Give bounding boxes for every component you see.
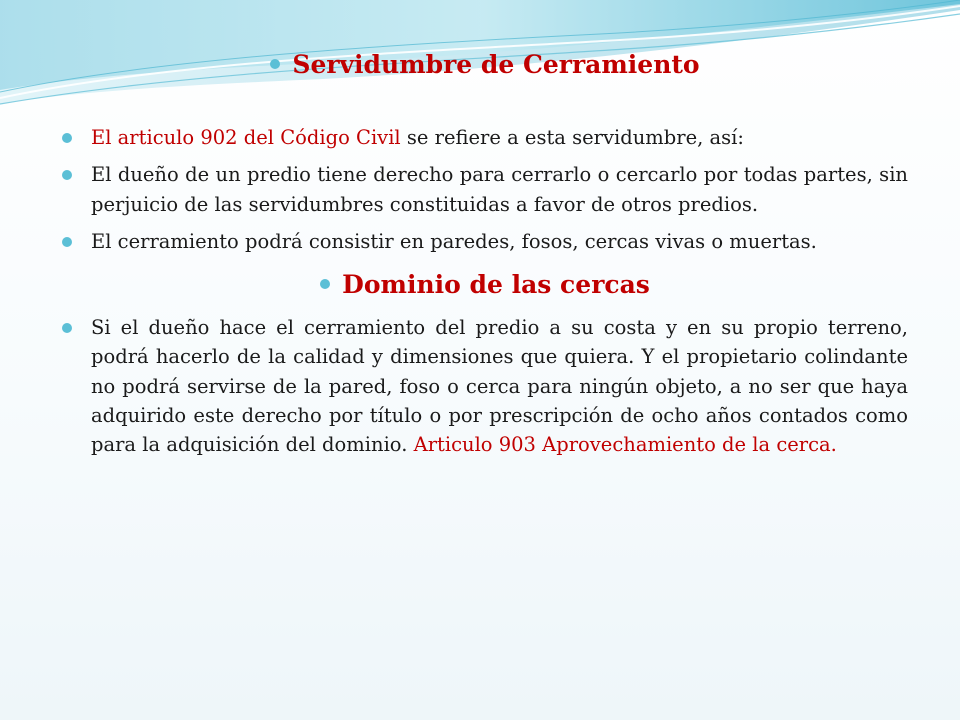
item-text: Si el dueño hace el cerramiento del predio a su costa y en su propio terreno, podrá hacerlo de la calidad y dimensiones que quiera. Y el propietario colindante no podrá servirse de la pared, foso o cerca para ningún objeto, a no ser que haya adquirido este derecho por título o por prescripción de ocho años contados como para la adquisición del dominio. bbox=[91, 316, 908, 456]
bullet-list-1 bbox=[62, 123, 908, 256]
heading-dominio bbox=[62, 270, 908, 299]
slide-content bbox=[62, 42, 908, 467]
list-item bbox=[62, 123, 908, 152]
bullet-icon bbox=[320, 279, 330, 289]
heading-dominio-text: Dominio de las cercas bbox=[342, 270, 650, 299]
bullet-list-2 bbox=[62, 313, 908, 459]
item-text: se refiere a esta servidumbre, así: bbox=[400, 126, 744, 149]
item-text: El cerramiento podrá consistir en paredes, fosos, cercas vivas o muertas. bbox=[91, 229, 817, 253]
bullet-icon bbox=[62, 323, 72, 333]
bullet-icon bbox=[270, 59, 280, 69]
list-item bbox=[62, 227, 908, 256]
bullet-icon bbox=[62, 170, 72, 180]
article-reference: El articulo 902 del Código Civil bbox=[91, 126, 401, 149]
list-item bbox=[62, 160, 908, 219]
article-reference: Articulo 903 Aprovechamiento de la cerca. bbox=[413, 433, 837, 456]
item-text: El dueño de un predio tiene derecho para cerrarlo o cercarlo por todas partes, sin perjuicio de las servidumbres constituidas a favor de otros predios. bbox=[91, 163, 908, 216]
bullet-icon bbox=[62, 237, 72, 247]
list-item bbox=[62, 313, 908, 459]
bullet-icon bbox=[62, 133, 72, 143]
heading-servidumbre-text: Servidumbre de Cerramiento bbox=[292, 50, 700, 79]
heading-servidumbre bbox=[62, 50, 908, 79]
